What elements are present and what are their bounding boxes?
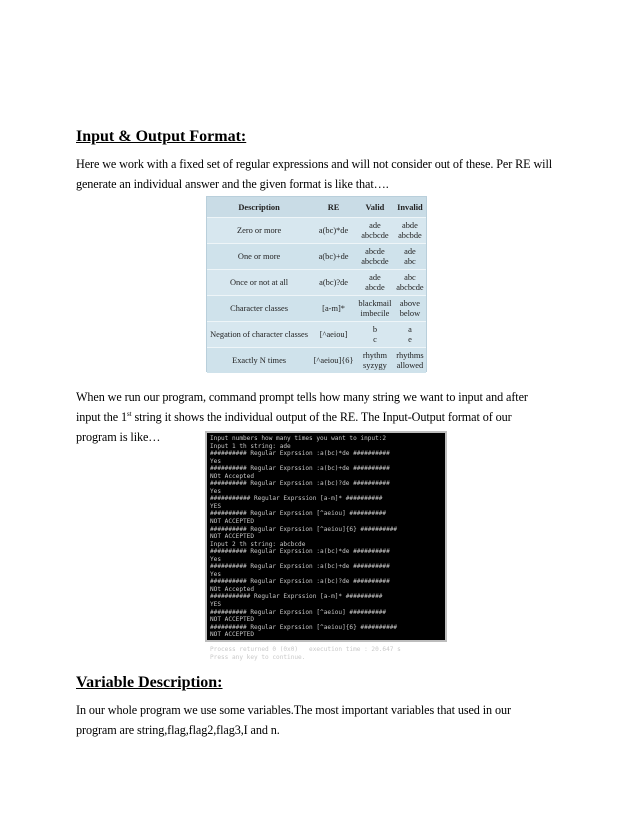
row-invalid [394,244,426,270]
console-line: ########## Regular Exprssion :a(bc)?de ########## [210,480,390,488]
console-line: NOT ACCEPTED [210,533,255,541]
console-line: Yes [210,570,222,578]
valid-example: ade [369,220,381,230]
valid-example: b [372,324,378,334]
console-line: Yes [210,487,222,495]
line-2-start: input the 1 [76,410,128,424]
row-description: Zero or more [207,218,311,244]
console-line: ########## Regular Exprssion [^aeiou]{6} ########## [210,525,398,533]
table-row [207,244,426,270]
console-line: Yes [210,457,222,465]
valid-example: blackmail [358,298,392,308]
console-line: NOt Accepted [210,472,255,480]
header-invalid: Invalid [394,197,426,218]
valid-example: syzygy [363,360,387,370]
console-line: YES [210,502,222,510]
invalid-example: abcbde [398,230,422,240]
console-line: ########## Regular Exprssion [^aeiou] ########## [210,608,387,616]
console-line: NOT ACCEPTED [210,616,255,624]
console-line: ########## Regular Exprssion [^aeiou]{6} ########## [210,623,398,631]
ordinal-suffix: st [127,409,132,418]
invalid-example: e [408,334,412,344]
table-row [207,296,426,322]
row-valid [356,296,394,322]
row-valid [356,244,394,270]
header-valid: Valid [356,197,394,218]
console-line [210,639,442,647]
row-valid [356,218,394,244]
row-valid [356,270,394,296]
valid-example: abcde [365,282,385,292]
invalid-example: rhythms [396,350,424,360]
row-invalid [394,348,426,374]
regex-table-figure [206,196,427,372]
console-line: Process returned 0 (0x0) execution time : 20.647 s [210,646,401,654]
regex-table [207,197,426,373]
row-re: [^aeiou] [311,322,356,348]
row-description: Once or not at all [207,270,311,296]
variable-description-heading: Variable Description: [76,674,223,691]
io-description-paragraph [76,154,556,194]
valid-example: ade [369,272,381,282]
table-row [207,270,426,296]
line-2-end: string it shows the individual output of the RE. The Input-Output format of our [131,410,512,424]
row-description: Exactly N times [207,348,311,374]
console-text-area [210,435,442,661]
valid-example: abcbcde [361,230,389,240]
table-row [207,348,426,374]
row-invalid [394,322,426,348]
console-line: ########## Regular Exprssion :a(bc)?de ########## [210,578,390,586]
row-re: a(bc)*de [311,218,356,244]
run-description-line-1: When we run our program, command prompt tells how many string we want to input and after [76,390,528,404]
input-output-heading: Input & Output Format: [76,128,247,145]
variable-description-line-2: program are string,flag,flag2,flag3,I and n. [76,723,280,737]
console-line: YES [210,601,222,609]
invalid-example: abde [402,220,418,230]
invalid-example: a [408,324,412,334]
header-description: Description [207,197,311,218]
row-description: One or more [207,244,311,270]
row-re: a(bc)?de [311,270,356,296]
io-description-line-2: generate an individual answer and the given format is like that…. [76,177,389,191]
console-line: NOT ACCEPTED [210,631,255,639]
console-line: Input 2 th string: abcbcde [210,540,306,548]
valid-example: imbecile [360,308,390,318]
row-re: [^aeiou]{6} [311,348,356,374]
io-description-line-1: Here we work with a fixed set of regular expressions and will not consider out of these. Per RE will [76,157,553,171]
run-description-line-2 [76,410,512,424]
console-line: ########### Regular Exprssion [a-m]* ########## [210,593,383,601]
console-line: ########## Regular Exprssion [^aeiou] ########## [210,510,387,518]
table-row [207,322,426,348]
valid-example: abcde [365,246,385,256]
invalid-example: below [399,308,421,318]
invalid-example: allowed [396,360,424,370]
row-invalid [394,218,426,244]
row-re: a(bc)+de [311,244,356,270]
console-line: ########## Regular Exprssion :a(bc)+de ########## [210,563,390,571]
console-line: ########### Regular Exprssion [a-m]* ########## [210,495,383,503]
console-line: NOt Accepted [210,585,255,593]
header-re: RE [311,197,356,218]
variable-description-line-1: In our whole program we use some variables.The most important variables that used in our [76,703,511,717]
console-line: ########## Regular Exprssion :a(bc)*de ########## [210,450,390,458]
row-invalid [394,270,426,296]
console-line: NOT ACCEPTED [210,518,255,526]
valid-example: rhythm [362,350,388,360]
console-line: Input numbers how many times you want to input:2 [210,435,387,442]
row-invalid [394,296,426,322]
console-line: ########## Regular Exprssion :a(bc)+de ########## [210,465,390,473]
console-line: Press any key to continue. [210,653,306,661]
console-line: Input 1 th string: ade [210,442,291,450]
row-description: Negation of character classes [207,322,311,348]
valid-example: c [373,334,377,344]
row-description: Character classes [207,296,311,322]
valid-example: abcbcde [361,256,389,266]
invalid-example: ade [404,246,416,256]
row-valid [356,348,394,374]
variable-description-paragraph [76,700,556,740]
invalid-example: abc [404,272,416,282]
invalid-example: abcbcde [396,282,424,292]
run-description-line-3: program is like… [76,430,161,444]
row-re: [a-m]* [311,296,356,322]
invalid-example: above [399,298,420,308]
console-line: Yes [210,555,222,563]
regex-table-header-row [207,197,426,218]
console-line: ########## Regular Exprssion :a(bc)*de ########## [210,548,390,556]
invalid-example: abc [404,256,416,266]
table-row [207,218,426,244]
console-output-window [205,431,447,661]
row-valid [356,322,394,348]
